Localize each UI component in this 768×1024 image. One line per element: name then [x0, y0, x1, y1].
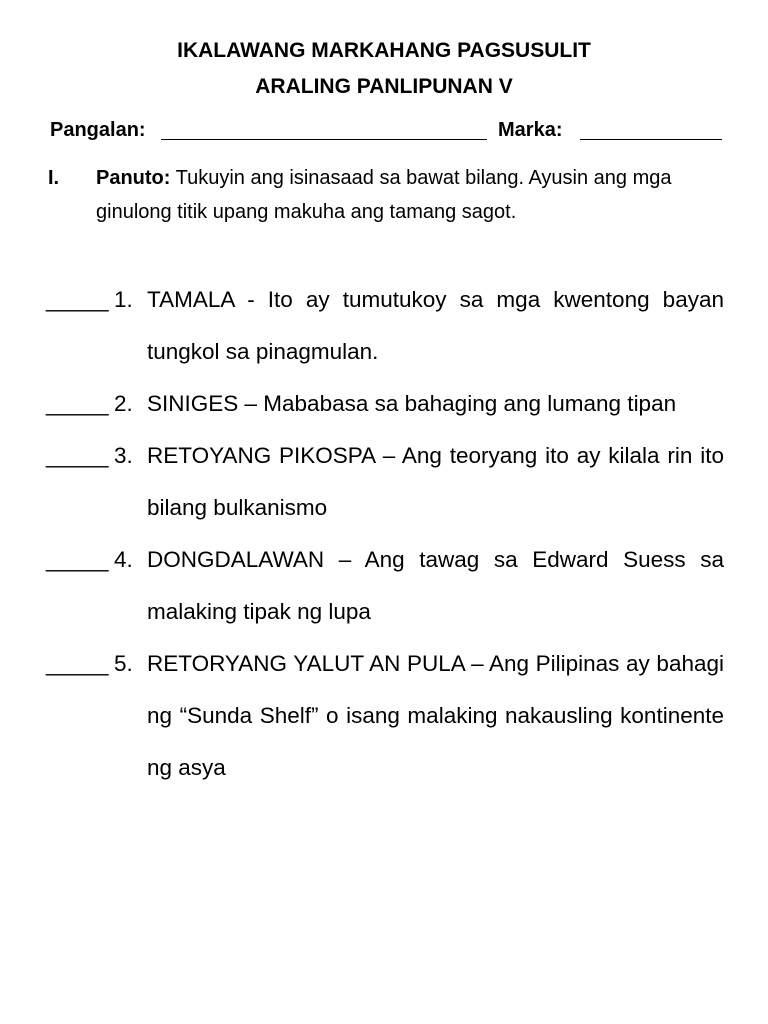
- score-field-line[interactable]: [580, 139, 722, 140]
- section-numeral: I.: [48, 167, 60, 189]
- answer-blank[interactable]: _____: [46, 443, 109, 468]
- question-number: 2.: [114, 391, 133, 416]
- name-label: Pangalan:: [50, 119, 146, 141]
- instructions: [96, 161, 716, 229]
- question-item: [46, 378, 724, 430]
- question-text: RETORYANG YALUT AN PULA – Ang Pilipinas ay bahagi ng “Sunda Shelf” o isang malaking nakausling kontinente ng asya: [147, 651, 724, 780]
- subject-title: ARALING PANLIPUNAN V: [255, 75, 513, 98]
- question-item: [46, 534, 724, 638]
- name-field-line[interactable]: [161, 139, 487, 140]
- exam-title: IKALAWANG MARKAHANG PAGSUSULIT: [177, 39, 591, 62]
- question-number: 4.: [114, 547, 133, 572]
- answer-blank[interactable]: _____: [46, 547, 109, 572]
- answer-blank[interactable]: _____: [46, 287, 109, 312]
- question-item: [46, 274, 724, 378]
- question-number: 3.: [114, 443, 133, 468]
- question-text: DONGDALAWAN – Ang tawag sa Edward Suess sa malaking tipak ng lupa: [147, 547, 724, 624]
- question-item: [46, 430, 724, 534]
- instruction-label: Panuto:: [96, 167, 171, 189]
- instruction-text: Tukuyin ang isinasaad sa bawat bilang. Ayusin ang mga ginulong titik upang makuha ang tamang sagot.: [96, 167, 672, 223]
- question-item: [46, 638, 724, 794]
- question-text: TAMALA - Ito ay tumutukoy sa mga kwentong bayan tungkol sa pinagmulan.: [147, 287, 724, 364]
- question-text: RETOYANG PIKOSPA – Ang teoryang ito ay kilala rin ito bilang bulkanismo: [147, 443, 724, 520]
- answer-blank[interactable]: _____: [46, 391, 109, 416]
- answer-blank[interactable]: _____: [46, 651, 109, 676]
- question-number: 1.: [114, 287, 133, 312]
- question-number: 5.: [114, 651, 133, 676]
- question-text: SINIGES – Mababasa sa bahaging ang lumang tipan: [147, 391, 677, 416]
- score-label: Marka:: [498, 119, 563, 141]
